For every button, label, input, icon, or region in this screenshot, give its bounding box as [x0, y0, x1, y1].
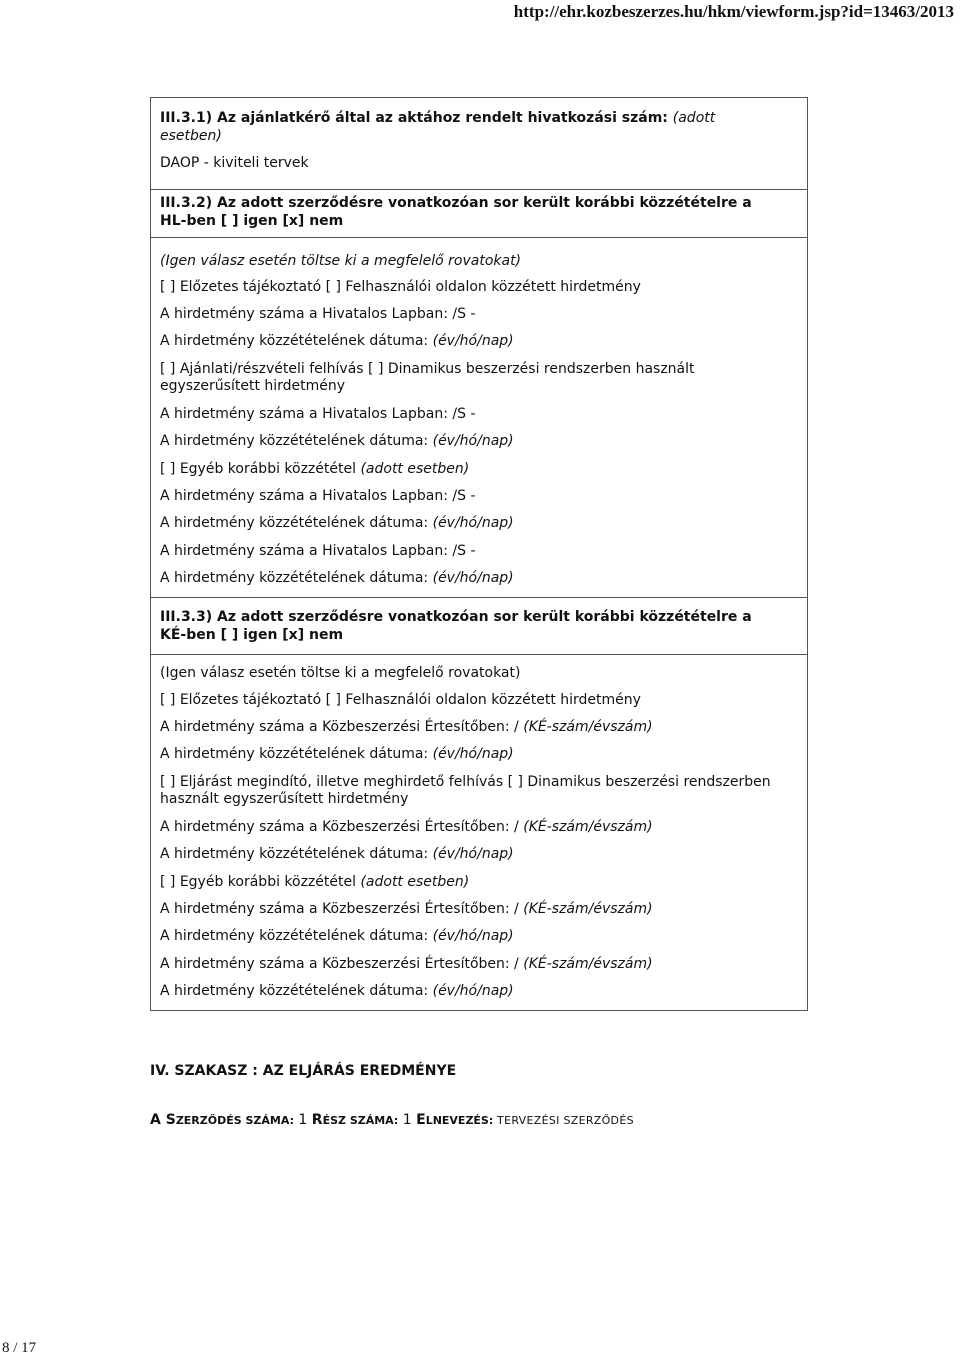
page-url-header: http://ehr.kozbeszerzes.hu/hkm/viewform.jsp?id=13463/2013	[513, 2, 954, 21]
page-number: 8 / 17	[2, 1340, 37, 1356]
publication-date-line: A hirdetmény közzétételének dátuma: (év/hó/nap)	[160, 928, 514, 944]
publication-date-line: A hirdetmény közzétételének dátuma: (év/hó/nap)	[160, 515, 514, 531]
ojeu-number-line: A hirdetmény száma a Hivatalos Lapban: /S -	[160, 488, 476, 504]
section-iii-3-3-body	[151, 655, 807, 1010]
contract-notice-line: [ ] Ajánlati/részvételi felhívás [ ] Dinamikus beszerzési rendszerben használt	[160, 361, 695, 377]
ke-number-line: A hirdetmény száma a Közbeszerzési Értesítőben: / (KÉ-szám/évszám)	[160, 901, 653, 917]
hint-text: (Igen válasz esetén töltse ki a megfelelő rovatokat)	[160, 253, 522, 269]
prior-notice-line: [ ] Előzetes tájékoztató [ ] Felhasználói oldalon közzétett hirdetmény	[160, 692, 641, 708]
contract-notice-line-cont: egyszerűsített hirdetmény	[160, 378, 346, 394]
publication-date-line: A hirdetmény közzétételének dátuma: (év/hó/nap)	[160, 570, 514, 586]
hint-text: (Igen válasz esetén töltse ki a megfelelő rovatokat)	[160, 665, 521, 681]
ojeu-number-line: A hirdetmény száma a Hivatalos Lapban: /S -	[160, 543, 476, 559]
publication-date-line: A hirdetmény közzétételének dátuma: (év/hó/nap)	[160, 746, 514, 762]
other-publication-line: [ ] Egyéb korábbi közzététel (adott esetben)	[160, 874, 470, 890]
section-iii-3-1-title: III.3.1) Az ajánlatkérő által az aktához rendelt hivatkozási szám: (adott	[160, 110, 716, 126]
ojeu-number-line: A hirdetmény száma a Hivatalos Lapban: /S -	[160, 306, 476, 322]
contract-notice-line: [ ] Eljárást megindító, illetve meghirdető felhívás [ ] Dinamikus beszerzési rendszerben	[160, 774, 771, 790]
section-iii-3-2-body	[151, 238, 807, 598]
publication-date-line: A hirdetmény közzétételének dátuma: (év/hó/nap)	[160, 333, 514, 349]
prior-notice-line: [ ] Előzetes tájékoztató [ ] Felhasználói oldalon közzétett hirdetmény	[160, 279, 641, 295]
section-iii-3-2-header	[151, 190, 807, 238]
form-box	[150, 97, 808, 1011]
section-iii-3-3-header	[151, 598, 807, 655]
contract-notice-line-cont: használt egyszerűsített hirdetmény	[160, 791, 409, 807]
ke-number-line: A hirdetmény száma a Közbeszerzési Értesítőben: / (KÉ-szám/évszám)	[160, 956, 653, 972]
publication-date-line: A hirdetmény közzétételének dátuma: (év/hó/nap)	[160, 983, 514, 999]
section-iii-3-2-title: III.3.2) Az adott szerződésre vonatkozóan sor került korábbi közzétételre a	[160, 195, 752, 211]
section-iii-3-3-title: III.3.3) Az adott szerződésre vonatkozóan sor került korábbi közzétételre a	[160, 609, 752, 625]
publication-date-line: A hirdetmény közzétételének dátuma: (év/hó/nap)	[160, 433, 514, 449]
publication-date-line: A hirdetmény közzétételének dátuma: (év/hó/nap)	[160, 846, 514, 862]
ke-number-line: A hirdetmény száma a Közbeszerzési Értesítőben: / (KÉ-szám/évszám)	[160, 719, 653, 735]
section-iii-3-1-title-cont: esetben)	[160, 128, 222, 144]
reference-number-value: DAOP - kiviteli tervek	[160, 155, 309, 171]
section-iii-3-2-title-line2: HL-ben [ ] igen [x] nem	[160, 213, 344, 229]
other-publication-line: [ ] Egyéb korábbi közzététel (adott esetben)	[160, 461, 470, 477]
ojeu-number-line: A hirdetmény száma a Hivatalos Lapban: /S -	[160, 406, 476, 422]
section-iii-3-3-title-line2: KÉ-ben [ ] igen [x] nem	[160, 627, 344, 643]
contract-info-line: A SZERZŐDÉS SZÁMA: 1 RÉSZ SZÁMA: 1 ELNEVEZÉS: TERVEZÉSI SZERZŐDÉS	[150, 1112, 634, 1128]
section-iv-title: IV. SZAKASZ : AZ ELJÁRÁS EREDMÉNYE	[150, 1063, 457, 1079]
section-iii-3-1	[151, 98, 807, 190]
ke-number-line: A hirdetmény száma a Közbeszerzési Értesítőben: / (KÉ-szám/évszám)	[160, 819, 653, 835]
